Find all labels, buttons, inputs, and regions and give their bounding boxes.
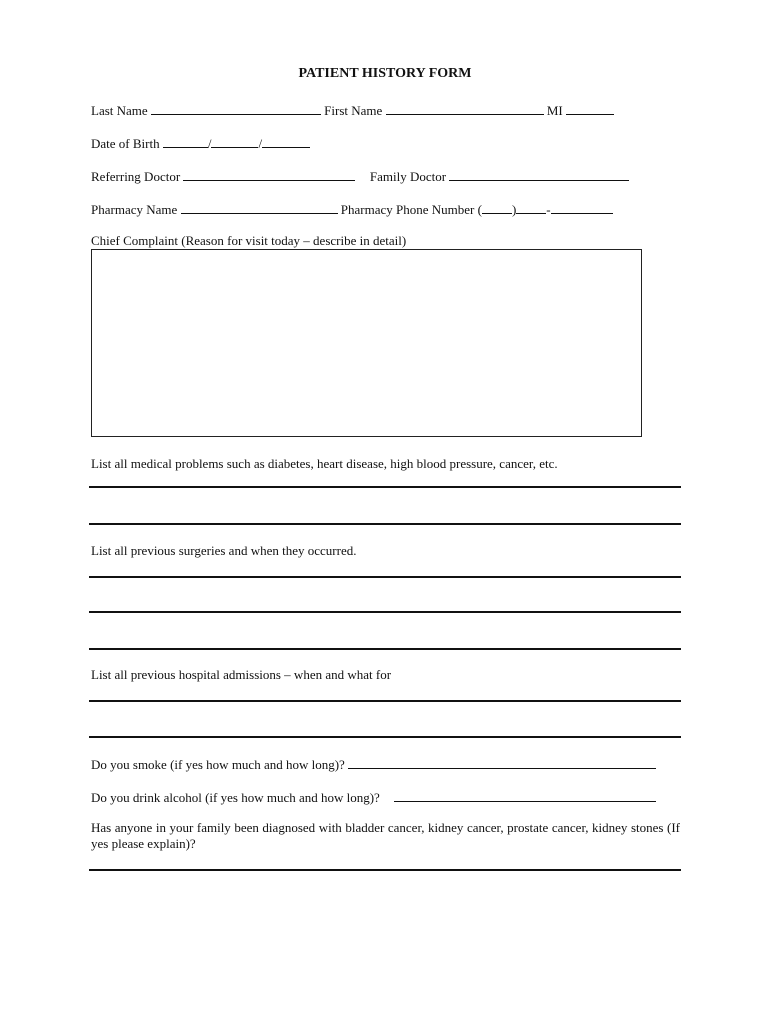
hospital-admissions-line[interactable] bbox=[89, 700, 681, 702]
phone-prefix-field[interactable] bbox=[516, 201, 546, 214]
surgeries-line[interactable] bbox=[89, 648, 681, 650]
last-name-field[interactable] bbox=[151, 102, 321, 115]
referring-doctor-field[interactable] bbox=[183, 168, 355, 181]
chief-complaint-textbox[interactable] bbox=[91, 249, 642, 437]
alcohol-label: Do you drink alcohol (if yes how much and how long)? bbox=[91, 790, 380, 805]
alcohol-field[interactable] bbox=[394, 789, 656, 802]
hospital-admissions-label: List all previous hospital admissions – when and what for bbox=[91, 667, 392, 682]
pharmacy-name-field[interactable] bbox=[181, 201, 338, 214]
phone-area-code-field[interactable] bbox=[482, 201, 512, 214]
pharmacy-row bbox=[91, 201, 613, 218]
chief-complaint-label: Chief Complaint (Reason for visit today – describe in detail) bbox=[91, 233, 407, 248]
dob-separator: / bbox=[207, 136, 212, 151]
page-title: PATIENT HISTORY FORM bbox=[298, 66, 472, 81]
hospital-admissions-line[interactable] bbox=[89, 736, 681, 738]
smoke-row bbox=[91, 756, 656, 773]
family-history-line[interactable] bbox=[89, 869, 681, 871]
doctor-row bbox=[91, 168, 629, 185]
phone-close-paren: ) bbox=[511, 202, 517, 217]
surgeries-line[interactable] bbox=[89, 576, 681, 578]
smoke-field[interactable] bbox=[348, 756, 656, 769]
pharmacy-name-label: Pharmacy Name bbox=[91, 202, 178, 217]
dob-separator: / bbox=[258, 136, 263, 151]
medical-problems-label: List all medical problems such as diabetes, heart disease, high blood pressure, cancer, etc. bbox=[91, 456, 558, 471]
phone-line-field[interactable] bbox=[551, 201, 613, 214]
surgeries-line[interactable] bbox=[89, 611, 681, 613]
pharmacy-phone-label: Pharmacy Phone Number ( bbox=[340, 202, 482, 217]
dob-day-field[interactable] bbox=[211, 135, 258, 148]
family-doctor-label: Family Doctor bbox=[369, 169, 447, 184]
family-history-question: Has anyone in your family been diagnosed with bladder cancer, kidney cancer, prostate cancer, kidney stones (If yes please explain)? bbox=[91, 820, 680, 851]
family-doctor-field[interactable] bbox=[449, 168, 629, 181]
mi-field[interactable] bbox=[566, 102, 614, 115]
dob-label: Date of Birth bbox=[91, 136, 160, 151]
name-row bbox=[91, 102, 614, 119]
dob-year-field[interactable] bbox=[262, 135, 310, 148]
dob-month-field[interactable] bbox=[163, 135, 208, 148]
surgeries-label: List all previous surgeries and when they occurred. bbox=[91, 543, 357, 558]
medical-problems-line[interactable] bbox=[89, 523, 681, 525]
phone-dash: - bbox=[546, 202, 551, 217]
mi-label: MI bbox=[546, 103, 563, 118]
alcohol-row bbox=[91, 789, 656, 806]
smoke-label: Do you smoke (if yes how much and how long)? bbox=[91, 757, 345, 772]
first-name-label: First Name bbox=[324, 103, 383, 118]
referring-doctor-label: Referring Doctor bbox=[91, 169, 181, 184]
first-name-field[interactable] bbox=[386, 102, 544, 115]
last-name-label: Last Name bbox=[91, 103, 148, 118]
dob-row bbox=[91, 135, 310, 152]
medical-problems-line[interactable] bbox=[89, 486, 681, 488]
